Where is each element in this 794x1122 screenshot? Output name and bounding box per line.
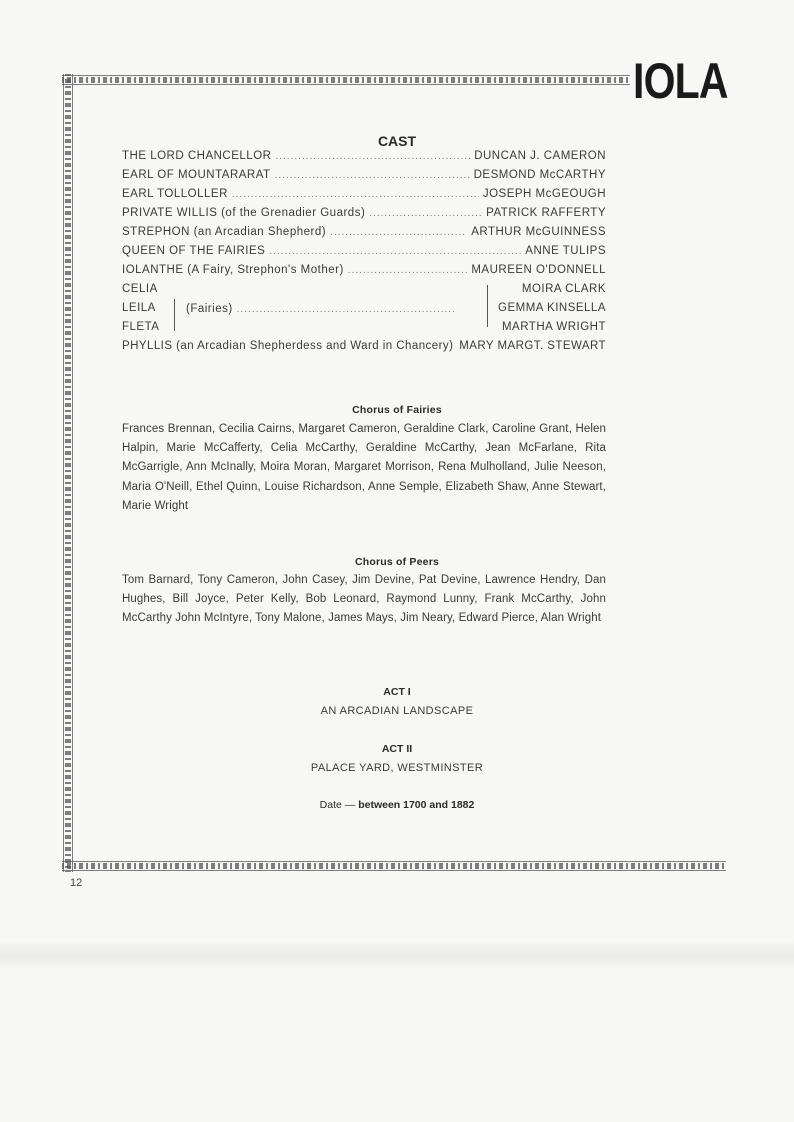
decorative-border-bottom [62, 860, 726, 872]
fairies-group-label [186, 303, 456, 315]
cast-role: IOLANTHE (A Fairy, Strephon's Mother) [122, 264, 344, 276]
cast-role: PHYLLIS (an Arcadian Shepherdess and Ward in Chancery) [122, 340, 454, 352]
date-line [0, 799, 794, 811]
fairy-role: FLETA [122, 321, 160, 333]
cast-row [122, 169, 606, 188]
act-two-setting: PALACE YARD, WESTMINSTER [310, 762, 484, 774]
leader-dots [330, 227, 467, 238]
cast-actor: PATRICK RAFFERTY [486, 207, 606, 219]
fairy-role: LEILA [122, 302, 156, 314]
cast-row [122, 150, 606, 169]
cast-row [122, 245, 606, 264]
act-one-setting: AN ARCADIAN LANDSCAPE [320, 705, 474, 717]
chorus-peers-list: Tom Barnard, Tony Cameron, John Casey, Jim Devine, Pat Devine, Lawrence Hendry, Dan Hughes, Bill Joyce, Peter Kelly, Bob Leonard, Raymond Lunny, Frank McCarthy, John McCarthy John McIntyre, Tony Malone, James Mays, Jim Neary, Edward Pierce, Alan Wright [122, 574, 606, 625]
cast-row-phyllis [122, 340, 606, 359]
leader-dots [275, 170, 470, 181]
cast-list [122, 150, 606, 359]
fairies-cast-group [122, 283, 606, 340]
cast-role: EARL TOLLOLLER [122, 188, 228, 200]
cast-heading: CAST [377, 133, 417, 149]
cast-role: THE LORD CHANCELLOR [122, 150, 272, 162]
running-title: IOLA [633, 53, 728, 109]
leader-dots [348, 265, 468, 276]
cast-actor: DESMOND McCARTHY [473, 169, 606, 181]
date-prefix: Date — [319, 799, 356, 811]
leader-dots [232, 189, 479, 200]
fairy-actor: MARTHA WRIGHT [501, 321, 606, 333]
cast-role: PRIVATE WILLIS (of the Grenadier Guards) [122, 207, 366, 219]
leader-dots [275, 151, 470, 162]
fairy-role: CELIA [122, 283, 158, 295]
chorus-peers-heading: Chorus of Peers [354, 556, 440, 568]
chorus-fairies-list: Frances Brennan, Cecilia Cairns, Margaret Cameron, Geraldine Clark, Caroline Grant, Helen Halpin, Marie McCafferty, Celia McCarthy, Geraldine McCarthy, Jean McFarlane, Rita McGarrigle, Ann McInally, Moira Moran, Margaret Morrison, Rena Mulholland, Julie Neeson, Maria O'Neill, Ethel Quinn, Louise Richardson, Anne Semple, Elizabeth Shaw, Anne Stewart, Marie Wright [122, 423, 606, 512]
act-two-heading: ACT II [381, 743, 413, 755]
act-one-heading: ACT I [383, 686, 411, 698]
fairy-actor: MOIRA CLARK [521, 283, 606, 295]
right-brace [481, 285, 488, 327]
decorative-border-top [62, 74, 630, 86]
cast-actor: DUNCAN J. CAMERON [474, 150, 606, 162]
fairies-label: (Fairies) [186, 303, 233, 315]
page-number: 12 [70, 877, 83, 889]
cast-actor: ANNE TULIPS [525, 245, 606, 257]
cast-row [122, 188, 606, 207]
cast-role: QUEEN OF THE FAIRIES [122, 245, 266, 257]
cast-role: STREPHON (an Arcadian Shepherd) [122, 226, 327, 238]
cast-actor: ARTHUR McGUINNESS [471, 226, 606, 238]
cast-actor: MAUREEN O'DONNELL [471, 264, 606, 276]
chorus-fairies-heading: Chorus of Fairies [352, 404, 442, 416]
leader-dots [269, 246, 521, 257]
cast-row [122, 264, 606, 283]
cast-actor: MARY MARGT. STEWART [459, 340, 606, 352]
cast-row [122, 226, 606, 245]
cast-role: EARL OF MOUNTARARAT [122, 169, 271, 181]
leader-dots [237, 304, 456, 315]
date-value: between 1700 and 1882 [358, 799, 475, 811]
paper-crease [0, 940, 794, 970]
cast-row [122, 207, 606, 226]
fairy-actor: GEMMA KINSELLA [498, 302, 606, 314]
cast-actor: JOSEPH McGEOUGH [482, 188, 606, 200]
leader-dots [369, 208, 482, 219]
left-brace [174, 299, 181, 331]
